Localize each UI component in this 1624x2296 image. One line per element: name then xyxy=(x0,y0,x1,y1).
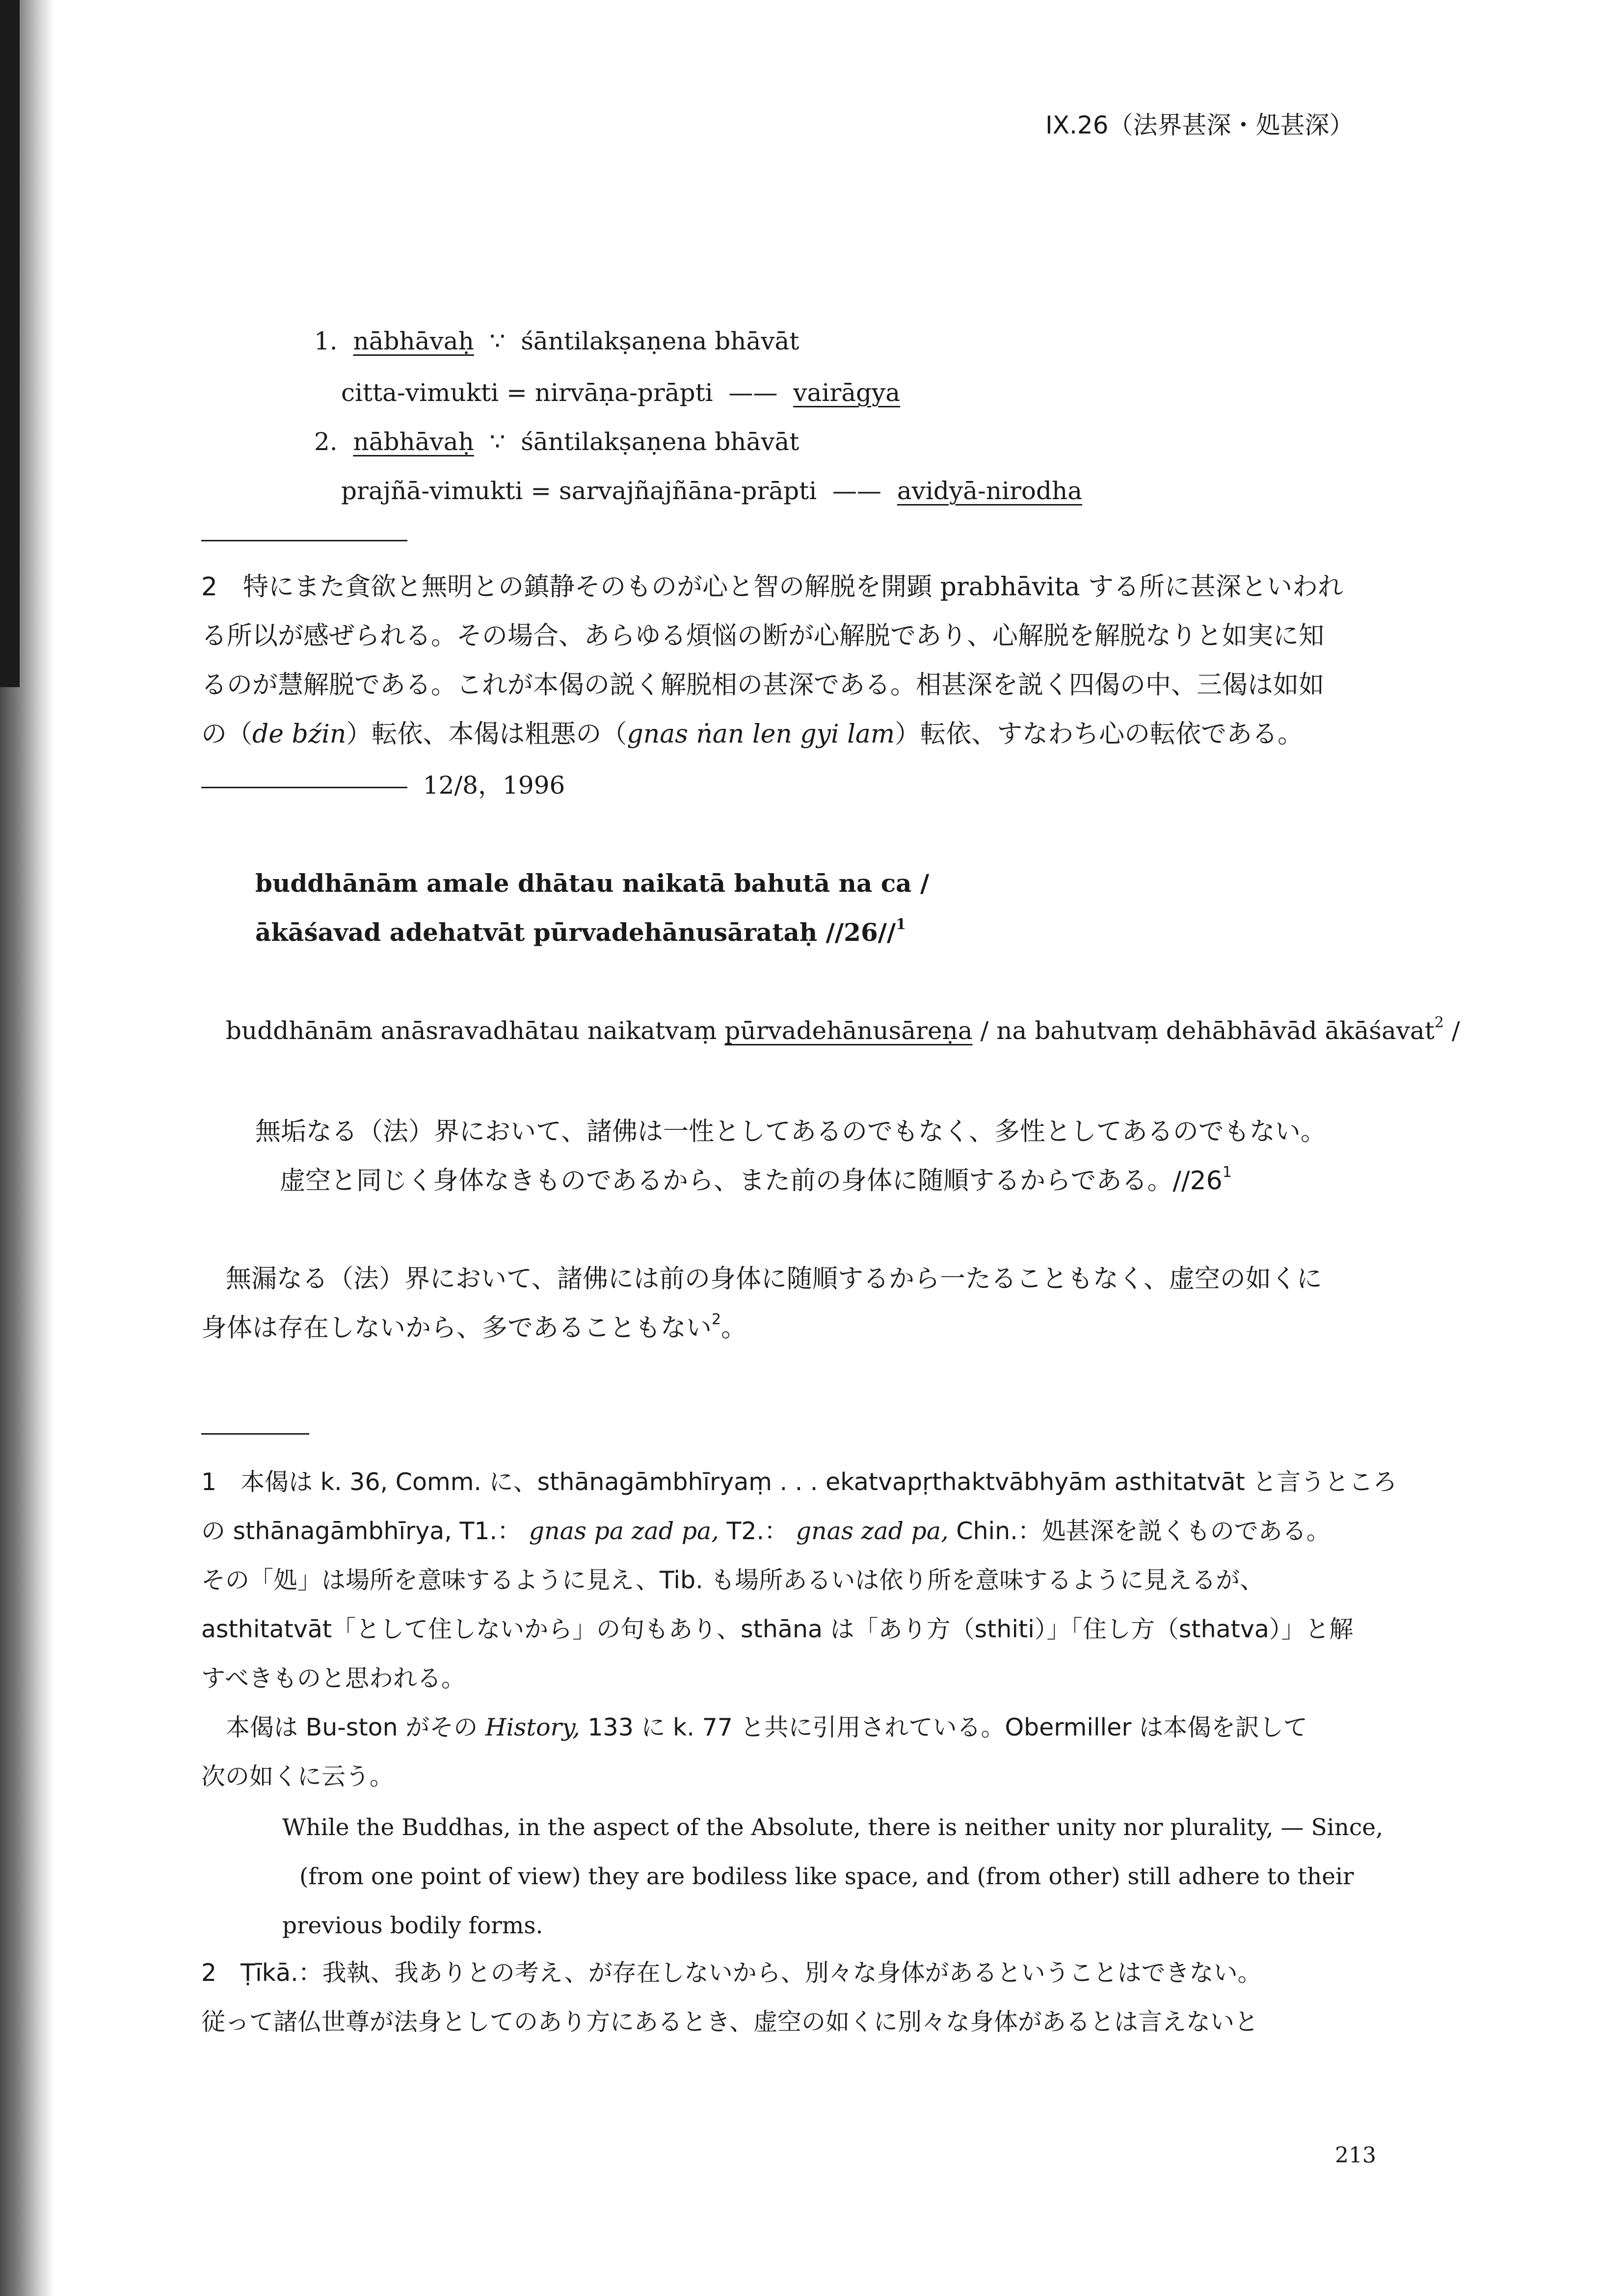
outline-rhs-4: avidyā-nirodha xyxy=(897,477,1083,505)
fn1-text: Chin.：処甚深を説くものである。 xyxy=(956,1517,1331,1545)
fn1-text: 133 に k. 77 と共に引用されている。Obermiller は本偈を訳して xyxy=(587,1713,1308,1741)
note2-text: の（ xyxy=(201,720,253,749)
tibetan-term: de bźin xyxy=(252,720,346,749)
tibetan-term: gnas pa zad pa, xyxy=(529,1517,719,1545)
sanskrit-commentary xyxy=(226,1014,1460,1045)
fn1-quote-line-2: (from one point of view) they are bodiless like space, and (from other) still adhere to their xyxy=(299,1863,1354,1890)
fn1-line-4: asthitatvāt「として住しないから」の句もあり、sthāna は「あり方（sthiti）」「住し方（sthatva）」と解 xyxy=(201,1615,1354,1643)
outline-dash-4: —— xyxy=(832,477,882,505)
fn1-quote-line-3: previous bodily forms. xyxy=(282,1912,543,1939)
translation-line-2 xyxy=(280,1164,1232,1196)
translation-line-1: 無垢なる（法）界において、諸佛は一性としてあるのでもなく、多性としてあるのでもない。 xyxy=(255,1117,1326,1147)
book-title: History, xyxy=(485,1713,580,1741)
outline-rest-3: śāntilakṣaṇena bhāvāt xyxy=(521,427,799,456)
commentary-text: / xyxy=(1451,1016,1460,1045)
running-header: IX.26（法界甚深・処甚深） xyxy=(1045,111,1354,139)
outline-head-3: nābhāvaḥ xyxy=(353,427,474,456)
scan-edge-dark xyxy=(0,0,20,687)
outline-row-4 xyxy=(341,479,1082,503)
outline-row-1 xyxy=(314,329,799,353)
fn1-quote-line-1: While the Buddhas, in the aspect of the Absolute, there is neither unity nor plurality, — Since, xyxy=(282,1814,1384,1841)
commentary-underlined: pūrvadehānusāreṇa xyxy=(724,1016,973,1045)
fn2-line-2: 従って諸仏世尊が法身としてのあり方にあるとき、虚空の如くに別々な身体があるとは言えないと xyxy=(201,2008,1259,2036)
outline-rest-1: śāntilakṣaṇena bhāvāt xyxy=(521,327,799,355)
footnote-rule xyxy=(201,540,407,541)
outline-head-1: nābhāvaḥ xyxy=(353,327,474,355)
fn1-line-7: 次の如くに云う。 xyxy=(201,1762,394,1790)
footnotes-rule xyxy=(201,1433,309,1435)
outline-rhs-2: vairāgya xyxy=(793,378,901,407)
note2-term: prabhāvita xyxy=(940,572,1080,602)
because-symbol: ∵ xyxy=(489,327,506,355)
fn1-line-2 xyxy=(201,1519,1331,1543)
fn1-line-6 xyxy=(226,1715,1307,1739)
commentary-translation-line-1: 無漏なる（法）界において、諸佛には前の身体に随順するから一たることもなく、虚空の如くに xyxy=(226,1264,1322,1294)
note2-line-3: るのが慧解脱である。これが本偈の説く解脱相の甚深である。相甚深を説く四偈の中、三偈は如如 xyxy=(201,670,1325,700)
outline-lhs-4: prajñā-vimukti = sarvajñajñāna-prāpti xyxy=(341,477,817,505)
footnote-ref: 1 xyxy=(896,916,906,933)
note2-date-line xyxy=(201,773,565,798)
tibetan-term: gnas ṅan len gyi lam xyxy=(627,720,895,749)
note2-text: 2 特にまた貪欲と無明との鎮静そのものが心と智の解脱を開顕 xyxy=(201,572,932,602)
note2-line-4 xyxy=(201,721,1303,747)
because-symbol: ∵ xyxy=(489,427,506,456)
note2-date: 12/8，1996 xyxy=(423,771,565,800)
translation-text: 。 xyxy=(721,1313,747,1343)
verse-line-2 xyxy=(255,916,906,947)
fn1-text: 本偈は Bu-ston がその xyxy=(226,1713,478,1741)
commentary-text: / na bahutvaṃ dehābhāvād ākāśavat xyxy=(980,1016,1435,1045)
commentary-translation-line-2 xyxy=(201,1311,747,1343)
tibetan-term: gnas zad pa, xyxy=(796,1517,949,1545)
footnote-ref: 2 xyxy=(1434,1014,1444,1031)
verse-text: ākāśavad adehatvāt pūrvadehānusārataḥ //26// xyxy=(255,918,896,947)
note2-text: ）転依、本偈は粗悪の（ xyxy=(346,720,627,749)
outline-lhs-2: citta-vimukti = nirvāṇa-prāpti xyxy=(341,378,713,407)
commentary-text: buddhānām anāsravadhātau naikatvaṃ xyxy=(226,1016,717,1045)
outline-row-3 xyxy=(314,429,799,454)
note2-text: する所に甚深といわれ xyxy=(1088,572,1344,602)
note2-line-2: る所以が感ぜられる。その場合、あらゆる煩悩の断が心解脱であり、心解脱を解脱なりと如実に知 xyxy=(201,621,1325,651)
fn1-text: の sthānagāmbhīrya, T1.： xyxy=(201,1517,522,1545)
outline-num-3: 2. xyxy=(314,427,338,456)
fn2-line-1: 2 Ṭīkā.：我執、我ありとの考え、が存在しないから、別々な身体があるということはできない。 xyxy=(201,1959,1262,1987)
fn1-line-1: 1 本偈は k. 36, Comm. に、sthānagāmbhīryaṃ . . . ekatvapṛthaktvābhyām asthitatvāt と言うところ xyxy=(201,1468,1397,1496)
footnote-ref: 2 xyxy=(712,1311,721,1328)
outline-row-2 xyxy=(341,380,900,405)
fn1-line-5: すべきものと思われる。 xyxy=(201,1664,466,1692)
translation-text: 虚空と同じく身体なきものであるから、また前の身体に随順するからである。//26 xyxy=(280,1166,1223,1196)
footnote-ref: 1 xyxy=(1222,1164,1232,1181)
note2-text: ）転依、すなわち心の転依である。 xyxy=(895,720,1304,749)
date-rule xyxy=(201,787,407,788)
translation-text: 身体は存在しないから、多であることもない xyxy=(201,1313,712,1343)
outline-num-1: 1. xyxy=(314,327,338,355)
note2-line-1 xyxy=(201,574,1343,600)
fn1-text: T2.： xyxy=(726,1517,789,1545)
page-number: 213 xyxy=(1335,2143,1376,2168)
outline-dash-2: —— xyxy=(728,378,778,407)
fn1-line-3: その「処」は場所を意味するように見え、Tib. も場所あるいは依り所を意味するように見えるが、 xyxy=(201,1566,1264,1594)
verse-line-1: buddhānām amale dhātau naikatā bahutā na ca / xyxy=(255,869,930,898)
